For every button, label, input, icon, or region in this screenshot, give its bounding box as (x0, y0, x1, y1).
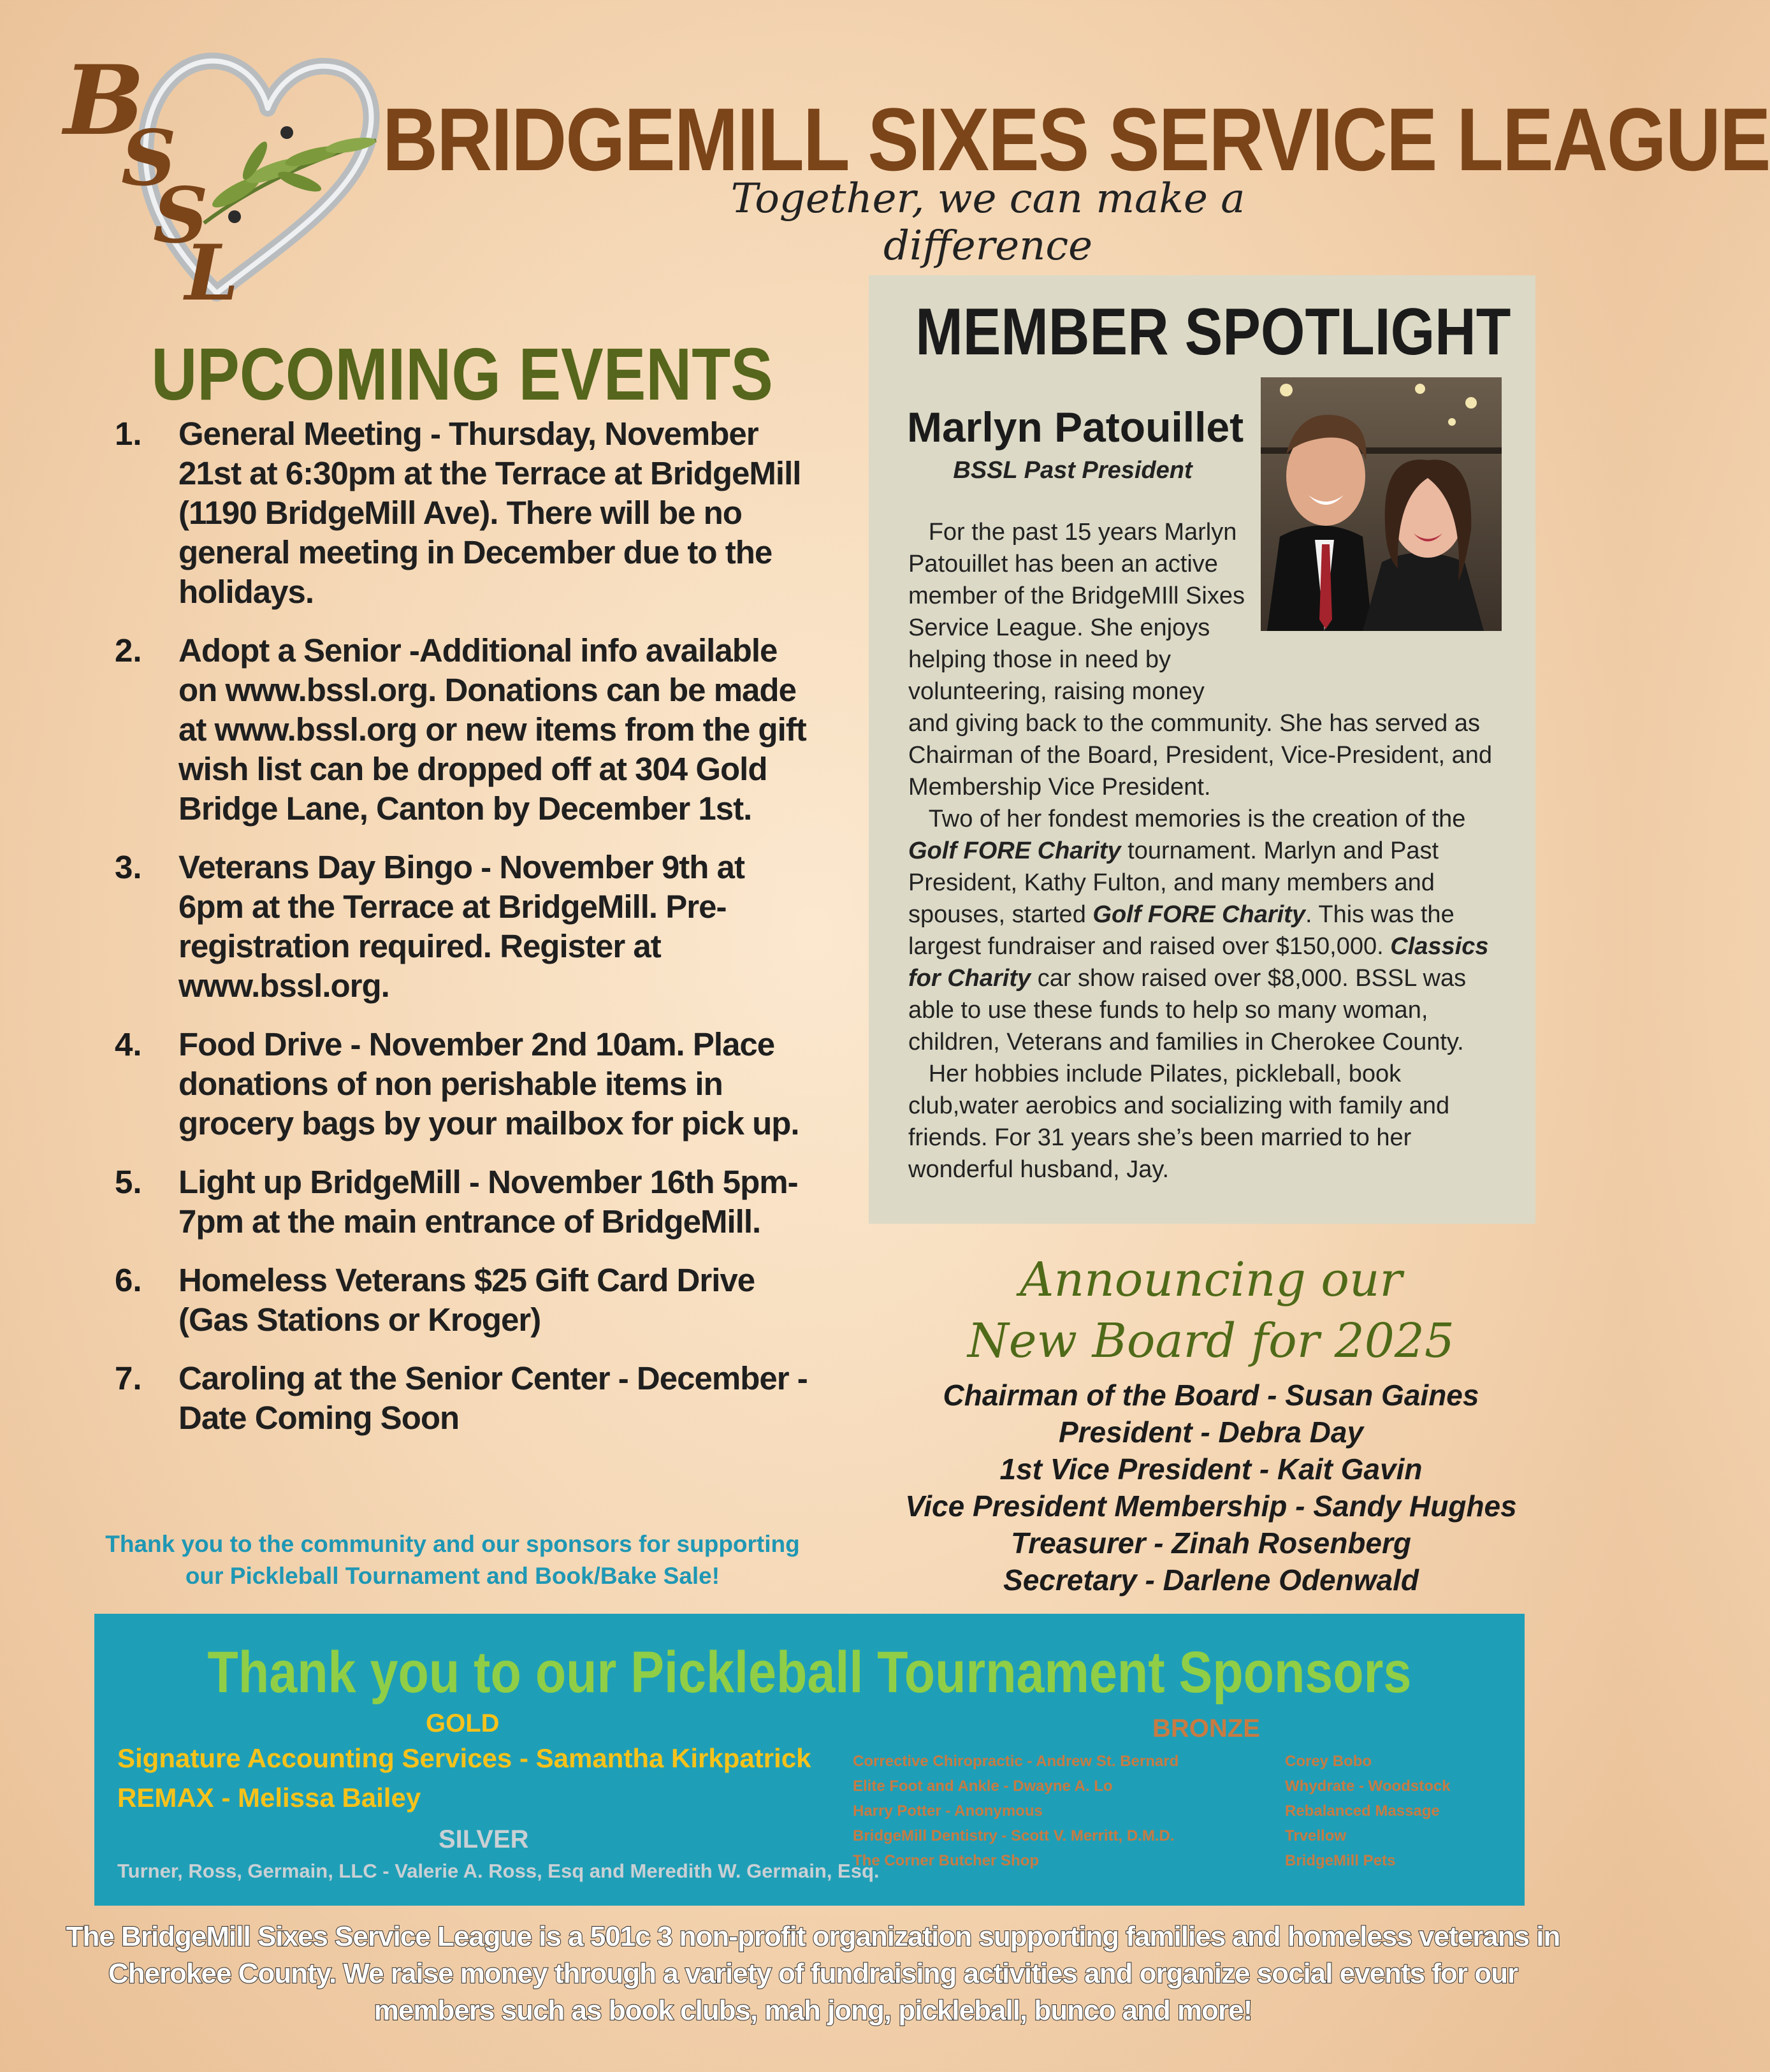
board-member: President - Debra Day (1058, 1416, 1364, 1449)
board-member: Vice President Membership - Sandy Hughes (905, 1489, 1517, 1523)
sponsor: BridgeMill Dentistry - Scott V. Merritt, D.M.D. (853, 1827, 1175, 1844)
bio-paragraph: For the past 15 years Marlyn Patouillet has been an active member of the BridgeMIll Sixes Service League. She enjoys helping those in need by volunteering, raising money and giving back to the community. She has served as Chairman of the Board, President, Vice-President, and Membership Vice President. (908, 519, 1493, 801)
sponsor: Rebalanced Massage (1285, 1802, 1440, 1820)
event-item: 5. Light up BridgeMill - November 16th 5pm-7pm at the main entrance of BridgeMill. (115, 1164, 798, 1240)
sponsor: Whydrate - Woodstock (1285, 1778, 1451, 1795)
event-item: 4. Food Drive - November 2nd 10am. Place donations of non perishable items in grocery bags by your mailbox for pick up. (115, 1026, 799, 1141)
sponsors-heading: Thank you to our Pickleball Tournament Sponsors (207, 1640, 1412, 1705)
gold-sponsors (117, 1739, 811, 1818)
community-thanks-note: Thank you to the community and our sponsors for supporting our Pickleball Tournament and Book/Bake Sale! (105, 1531, 800, 1589)
silver-tier-label: SILVER (439, 1825, 529, 1853)
sponsor: Turner, Ross, Germain, LLC - Valerie A. Ross, Esq and Meredith W. Germain, Esq. (117, 1860, 880, 1882)
board-member: Chairman of the Board - Susan Gaines (943, 1379, 1479, 1412)
member-bio (908, 516, 1507, 1185)
board-member: Secretary - Darlene Odenwald (1003, 1563, 1419, 1597)
tagline: Together, we can make a difference (730, 175, 1245, 270)
event-item: 1. General Meeting - Thursday, November 21st at 6:30pm at the Terrace at BridgeMill (1190 BridgeMill Ave). There will be no general meeting in December due to the holidays. (115, 416, 801, 610)
sponsor: Elite Foot and Ankle - Dwayne A. Lo (853, 1778, 1113, 1795)
sponsor: Trvellow (1285, 1827, 1347, 1844)
sponsor: REMAX - Melissa Bailey (117, 1783, 421, 1813)
member-role: BSSL Past President (953, 457, 1193, 484)
event-item: 6. Homeless Veterans $25 Gift Card Drive (Gas Stations or Kroger) (115, 1262, 755, 1338)
footer-mission-statement: The BridgeMill Sixes Service League is a 501c 3 non-profit organization supporting families and homeless veterans in Cherokee County. We raise money through a variety of fundraising activities and organize social events for our members such as book clubs, mah jong, pickleball, bunco and more! (66, 1921, 1560, 2026)
gold-tier-label: GOLD (426, 1709, 500, 1737)
sponsor: Signature Accounting Services - Samantha Kirkpatrick (117, 1743, 811, 1773)
bssl-logo (45, 25, 389, 319)
events-list (115, 414, 816, 1457)
silver-sponsors (117, 1860, 880, 1883)
svg-text:B: B (64, 45, 145, 157)
member-spotlight-panel (869, 275, 1535, 1224)
photo-spacer (1246, 516, 1507, 687)
events-heading: UPCOMING EVENTS (151, 333, 773, 416)
bio-paragraph: Her hobbies include Pilates, pickleball, book club,water aerobics and socializing with family and friends. For 31 years she’s been married to her wonderful husband, Jay. (908, 1061, 1450, 1183)
bronze-sponsors-col2 (1285, 1749, 1451, 1873)
page-title: BRIDGEMILL SIXES SERVICE LEAGUE (382, 89, 1770, 189)
event-item: 3. Veterans Day Bingo - November 9th at 6pm at the Terrace at BridgeMill. Pre-registration required. Register at www.bssl.org. (115, 849, 744, 1004)
board-list (867, 1377, 1555, 1598)
bronze-tier-label: BRONZE (1152, 1714, 1260, 1742)
board-member: Treasurer - Zinah Rosenberg (1011, 1526, 1411, 1560)
sponsor: BridgeMill Pets (1285, 1852, 1396, 1869)
bio-paragraph: Two of her fondest memories is the creation of the Golf FORE Charity tournament. Marlyn and Past President, Kathy Fulton, and many members and spouses, started Golf FORE Charity. This was the largest fundraiser and raised over $150,000. Classics for Charity car show raised over $8,000. BSSL was able to use these funds to help so many woman, children, Veterans and families in Cherokee County. (908, 806, 1489, 1055)
sponsor: Harry Potter - Anonymous (853, 1802, 1043, 1820)
spotlight-heading: MEMBER SPOTLIGHT (915, 295, 1511, 369)
svg-text:S: S (121, 113, 177, 203)
svg-text:S: S (153, 171, 208, 261)
event-item: 2. Adopt a Senior -Additional info available on www.bssl.org. Donations can be made at www.bssl.org or new items from the gift wish list can be dropped off at 304 Gold Bridge Lane, Canton by December 1st. (115, 632, 806, 827)
board-member: 1st Vice President - Kait Gavin (999, 1453, 1423, 1486)
sponsors-panel (94, 1614, 1525, 1906)
sponsor: Corey Bobo (1285, 1753, 1372, 1770)
event-item: 7. Caroling at the Senior Center - December - Date Coming Soon (115, 1360, 808, 1436)
board-heading: Announcing our New Board for 2025 (968, 1252, 1454, 1368)
svg-text:L: L (185, 228, 239, 318)
sponsor: The Corner Butcher Shop (853, 1852, 1040, 1869)
member-name: Marlyn Patouillet (907, 403, 1244, 451)
sponsor: Corrective Chiropractic - Andrew St. Bernard (853, 1753, 1179, 1770)
bronze-sponsors-col1 (853, 1749, 1179, 1873)
